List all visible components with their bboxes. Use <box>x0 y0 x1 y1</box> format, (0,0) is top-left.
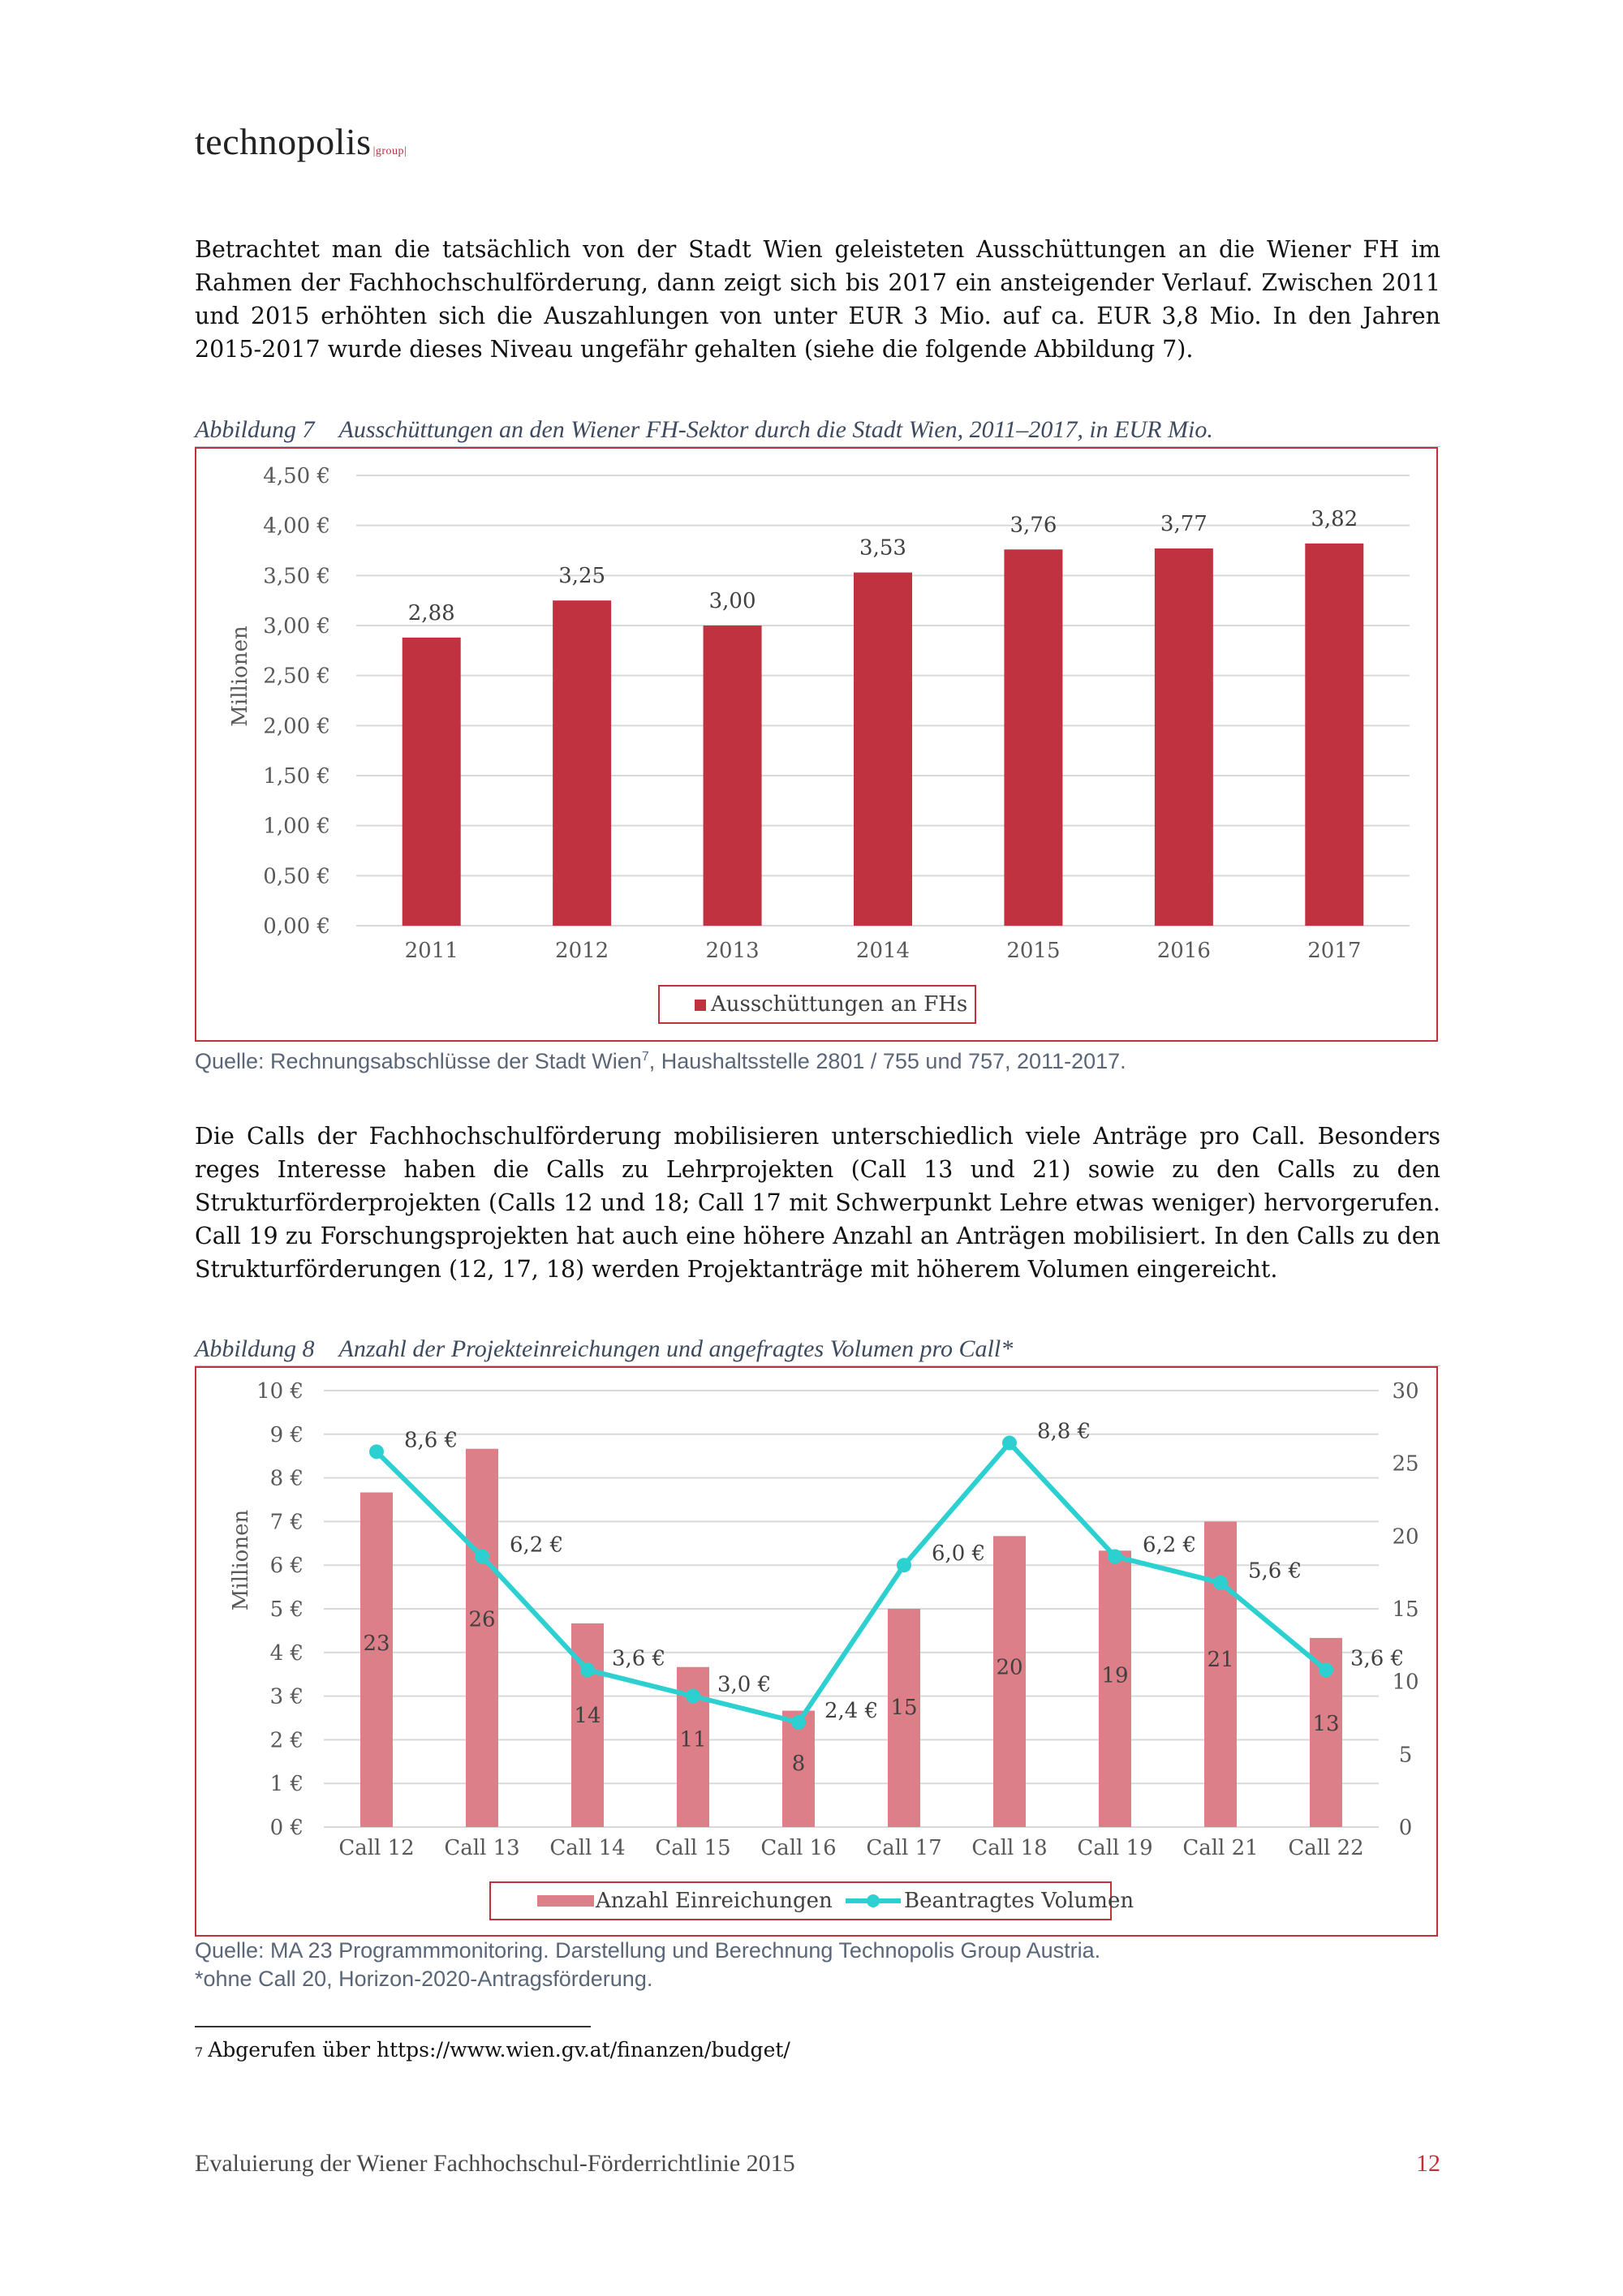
bar <box>993 1536 1026 1827</box>
line-value-label: 6,2 € <box>510 1533 564 1558</box>
y-left-tick-label: 2 € <box>269 1728 304 1753</box>
x-tick-label: 2016 <box>1156 939 1211 963</box>
figure7-source-text: Quelle: Rechnungsabschlüsse der Stadt Wien <box>195 1049 642 1073</box>
y-right-tick-label: 15 <box>1392 1597 1419 1622</box>
y-left-tick-label: 10 € <box>256 1379 304 1404</box>
y-right-tick-label: 5 <box>1398 1743 1413 1768</box>
line-point <box>475 1549 489 1563</box>
line-value-label: 3,0 € <box>717 1672 772 1697</box>
line-value-label: 8,6 € <box>404 1428 458 1453</box>
line-point <box>1213 1576 1228 1590</box>
bar-value-label: 13 <box>1312 1711 1340 1736</box>
y-tick-label: 1,00 € <box>263 814 330 839</box>
x-tick-label: Call 19 <box>1077 1836 1153 1860</box>
legend-swatch-marker <box>867 1894 880 1907</box>
y-right-tick-label: 10 <box>1392 1670 1419 1695</box>
y-right-tick-label: 25 <box>1392 1451 1419 1477</box>
y-right-tick-label: 0 <box>1398 1816 1413 1840</box>
line-value-label: 3,6 € <box>1350 1646 1405 1671</box>
line-point <box>791 1715 806 1730</box>
x-tick-label: Call 16 <box>760 1836 837 1860</box>
figure7-number: Abbildung 7 <box>195 416 315 443</box>
x-tick-label: 2013 <box>705 939 760 963</box>
x-tick-label: Call 13 <box>444 1836 520 1860</box>
x-tick-label: 2014 <box>855 939 911 963</box>
legend-swatch <box>695 1000 706 1011</box>
y-right-tick-label: 20 <box>1392 1524 1419 1550</box>
bar <box>553 600 611 926</box>
x-tick-label: Call 14 <box>549 1836 626 1860</box>
y-left-tick-label: 1 € <box>269 1772 304 1797</box>
legend-swatch-bars <box>537 1895 594 1907</box>
figure8-caption-text: Anzahl der Projekteinreichungen und angefragtes Volumen pro Call* <box>338 1335 1014 1362</box>
logo-suffix: |group| <box>372 145 407 157</box>
figure8-caption <box>195 1335 1013 1363</box>
bar-value-label: 11 <box>679 1727 707 1752</box>
figure7-source-tail: , Haushaltsstelle 2801 / 755 und 757, 2011-2017. <box>648 1049 1126 1073</box>
data-label: 3,82 <box>1311 506 1358 531</box>
bar <box>466 1449 498 1827</box>
figure7-bar-chart <box>196 449 1436 1039</box>
y-left-tick-label: 4 € <box>269 1640 304 1666</box>
bar-value-label: 26 <box>468 1607 496 1632</box>
bar-value-label: 14 <box>574 1703 601 1728</box>
bar <box>1099 1550 1131 1827</box>
line-value-label: 6,0 € <box>932 1541 986 1567</box>
y-tick-label: 4,50 € <box>263 464 330 488</box>
footnote-text: Abgerufen über https://www.wien.gv.at/finanzen/budget/ <box>208 2038 790 2062</box>
bar-value-label: 20 <box>996 1655 1023 1680</box>
bar <box>1004 549 1062 926</box>
bar <box>403 638 461 926</box>
x-tick-label: 2011 <box>404 939 458 963</box>
legend-label-line: Beantragtes Volumen <box>904 1889 1134 1913</box>
footnote-rule <box>195 2026 591 2027</box>
figure7-caption-text: Ausschüttungen an den Wiener FH-Sektor durch die Stadt Wien, 2011–2017, in EUR Mio. <box>338 416 1213 443</box>
y-left-tick-label: 0 € <box>269 1816 304 1840</box>
line-value-label: 5,6 € <box>1248 1559 1302 1584</box>
figure8-number: Abbildung 8 <box>195 1335 315 1362</box>
bar <box>1155 548 1213 926</box>
y-axis-title: Millionen <box>229 1509 253 1611</box>
x-tick-label: Call 12 <box>338 1836 415 1860</box>
x-tick-label: Call 21 <box>1182 1836 1259 1860</box>
bar <box>704 626 762 926</box>
figure7-caption <box>195 416 1213 444</box>
x-tick-label: Call 22 <box>1288 1836 1364 1860</box>
y-tick-label: 1,50 € <box>263 764 330 789</box>
y-left-tick-label: 9 € <box>269 1422 304 1447</box>
y-tick-label: 2,50 € <box>263 664 330 689</box>
bar <box>1305 544 1363 926</box>
y-tick-label: 4,00 € <box>263 514 330 539</box>
line-value-label: 2,4 € <box>824 1698 879 1723</box>
x-tick-label: 2017 <box>1307 939 1362 963</box>
bar-value-label: 15 <box>890 1696 918 1721</box>
y-left-tick-label: 5 € <box>269 1597 304 1622</box>
intro-paragraph <box>195 233 1440 366</box>
figure8-source-line2: *ohne Call 20, Horizon-2020-Antragsförderung. <box>195 1967 653 1991</box>
data-label: 2,88 <box>407 600 455 626</box>
x-tick-label: Call 17 <box>866 1836 942 1860</box>
figure8-chart-frame <box>195 1366 1438 1937</box>
data-label: 3,53 <box>859 535 906 561</box>
bar <box>1204 1521 1237 1827</box>
bar-value-label: 19 <box>1101 1663 1129 1688</box>
line-point <box>1319 1662 1333 1677</box>
paragraph-2-text: Die Calls der Fachhochschulförderung mobilisieren unterschiedlich viele Anträge pro Call. Besonders reges Interesse haben die Calls zu Lehrprojekten (Call 13 und 21) sowie zu den Calls zu den Strukturförderprojekten (Calls 12 und 18; Call 17 mit Schwerpunkt Lehre etwas weniger) hervorgerufen. Call 19 zu Forschungsprojekten hat auch eine höhere Anzahl an Anträgen mobilisiert. In den Calls zu den Strukturförderungen (12, 17, 18) werden Projektanträge mit höherem Volumen eingereicht. <box>195 1123 1440 1283</box>
x-tick-label: Call 15 <box>655 1836 731 1860</box>
line-point <box>580 1662 595 1677</box>
bar-value-label: 21 <box>1207 1647 1234 1672</box>
calls-paragraph <box>195 1120 1440 1286</box>
footer-title: Evaluierung der Wiener Fachhochschul-Förderrichtlinie 2015 <box>195 2150 795 2177</box>
bar <box>360 1493 393 1827</box>
technopolis-logo <box>195 120 407 163</box>
y-tick-label: 2,00 € <box>263 714 330 739</box>
page-number: 12 <box>1416 2150 1440 2177</box>
y-left-tick-label: 7 € <box>269 1510 304 1535</box>
line-value-label: 3,6 € <box>612 1646 666 1671</box>
line-point <box>1108 1549 1122 1563</box>
bar <box>854 573 912 926</box>
data-label: 3,77 <box>1160 512 1208 537</box>
data-label: 3,25 <box>558 564 606 589</box>
y-left-tick-label: 6 € <box>269 1554 304 1579</box>
figure8-source-line1: Quelle: MA 23 Programmmonitoring. Darstellung und Berechnung Technopolis Group Austria. <box>195 1938 1101 1963</box>
figure7-chart-frame <box>195 447 1438 1042</box>
y-left-tick-label: 8 € <box>269 1466 304 1491</box>
y-axis-title: Millionen <box>228 626 252 727</box>
x-tick-label: 2015 <box>1006 939 1061 963</box>
figure7-source <box>195 1043 1126 1076</box>
paragraph-1-text: Betrachtet man die tatsächlich von der Stadt Wien geleisteten Ausschüttungen an die Wiener FH im Rahmen der Fachhochschulförderung, dann zeigt sich bis 2017 ein ansteigender Verlauf. Zwischen 2011 und 2015 erhöhten sich die Auszahlungen von unter EUR 3 Mio. auf ca. EUR 3,8 Mio. In den Jahren 2015-2017 wurde dieses Niveau ungefähr gehalten (siehe die folgende Abbildung 7). <box>195 236 1440 363</box>
line-point <box>369 1444 384 1459</box>
footnote <box>195 2038 790 2062</box>
figure7-source-footnote-ref: 7 <box>641 1050 649 1064</box>
data-label: 3,76 <box>1010 513 1057 538</box>
figure8-combo-chart <box>196 1368 1436 1934</box>
x-tick-label: 2012 <box>555 939 609 963</box>
bar-value-label: 23 <box>363 1632 390 1657</box>
figure8-source <box>195 1937 1100 1993</box>
legend-label-bars: Anzahl Einreichungen <box>596 1889 833 1913</box>
bar-value-label: 8 <box>791 1752 806 1777</box>
line-point <box>686 1689 700 1704</box>
logo-text: technopolis <box>195 121 372 162</box>
line-point <box>1002 1436 1017 1451</box>
line-value-label: 8,8 € <box>1037 1419 1091 1444</box>
volume-line <box>377 1443 1326 1722</box>
footnote-marker: 7 <box>195 2044 204 2060</box>
y-tick-label: 0,50 € <box>263 864 330 889</box>
y-tick-label: 3,50 € <box>263 564 330 589</box>
line-point <box>897 1558 911 1572</box>
y-tick-label: 3,00 € <box>263 614 330 638</box>
x-tick-label: Call 18 <box>971 1836 1048 1860</box>
y-right-tick-label: 30 <box>1392 1379 1419 1404</box>
y-left-tick-label: 3 € <box>269 1684 304 1709</box>
line-value-label: 6,2 € <box>1143 1533 1197 1558</box>
legend-label: Ausschüttungen an FHs <box>711 992 968 1017</box>
data-label: 3,00 <box>708 589 756 613</box>
y-tick-label: 0,00 € <box>263 914 330 939</box>
